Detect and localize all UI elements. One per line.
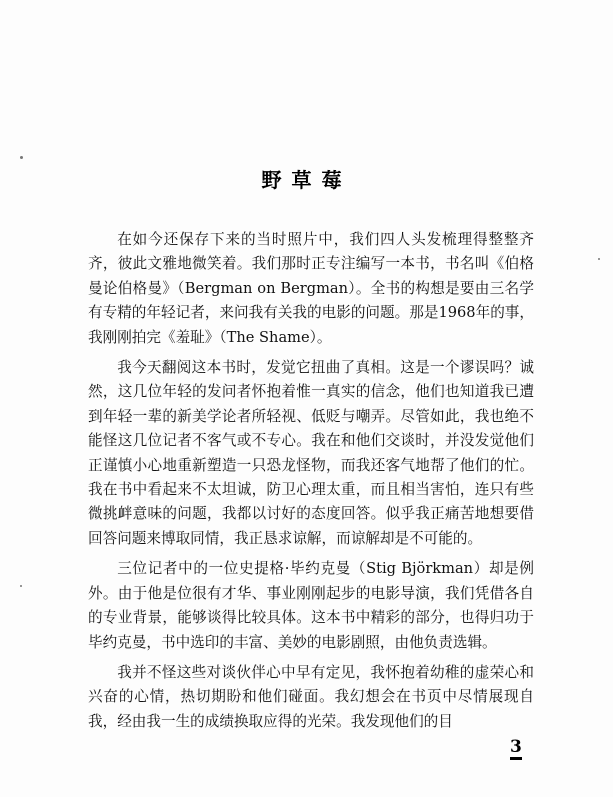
body-text <box>88 228 534 734</box>
paragraph-4: 我并不怪这些对谈伙伴心中早有定见，我怀抱着幼稚的虚荣心和兴奋的心情，热切期盼和他们碰面。我幻想会在书页中尽情展现自我，经由我一生的成绩换取应得的光荣。我发现他们的目 <box>88 663 534 730</box>
chapter-title: 野草莓 <box>261 168 352 193</box>
paragraph-3: 三位记者中的一位史提格·毕约克曼（Stig Björkman）却是例外。由于他是位很有才华、事业刚刚起步的电影导演，我们凭借各自的专业背景，能够谈得比较具体。这本书中精彩的部分，也得归功于毕约克曼，书中选印的丰富、美妙的电影剧照，由他负责选辑。 <box>88 560 534 651</box>
scan-speck <box>20 156 23 159</box>
scan-speck <box>598 258 600 260</box>
scan-speck <box>20 585 22 587</box>
paragraph-2: 我今天翻阅这本书时，发觉它扭曲了真相。这是一个谬误吗？诚然，这几位年轻的发问者怀抱着惟一真实的信念，他们也知道我已遭到年轻一辈的新美学论者所轻视、低贬与嘲弄。尽管如此，我也绝不能怪这几位记者不客气或不专心。我在和他们交谈时，并没发觉他们正谨慎小心地重新塑造一只恐龙怪物，而我还客气地帮了他们的忙。我在书中看起来不太坦诚，防卫心理太重，而且相当害怕，连只有些微挑衅意味的问题，我都以讨好的态度回答。似乎我正痛苦地想要借回答问题来博取同情，我正恳求谅解，而谅解却是不可能的。 <box>88 359 534 547</box>
paragraph-1: 在如今还保存下来的当时照片中，我们四人头发梳理得整整齐齐，彼此文雅地微笑着。我们那时正专注编写一本书，书名叫《伯格曼论伯格曼》（Bergman on Bergman）。全书的构想是要由三名学有专精的年轻记者，来问我有关我的电影的问题。那是1968年的事，我刚刚拍完《羞耻》（The Shame）。 <box>88 231 534 346</box>
page-number: 3 <box>510 738 522 760</box>
